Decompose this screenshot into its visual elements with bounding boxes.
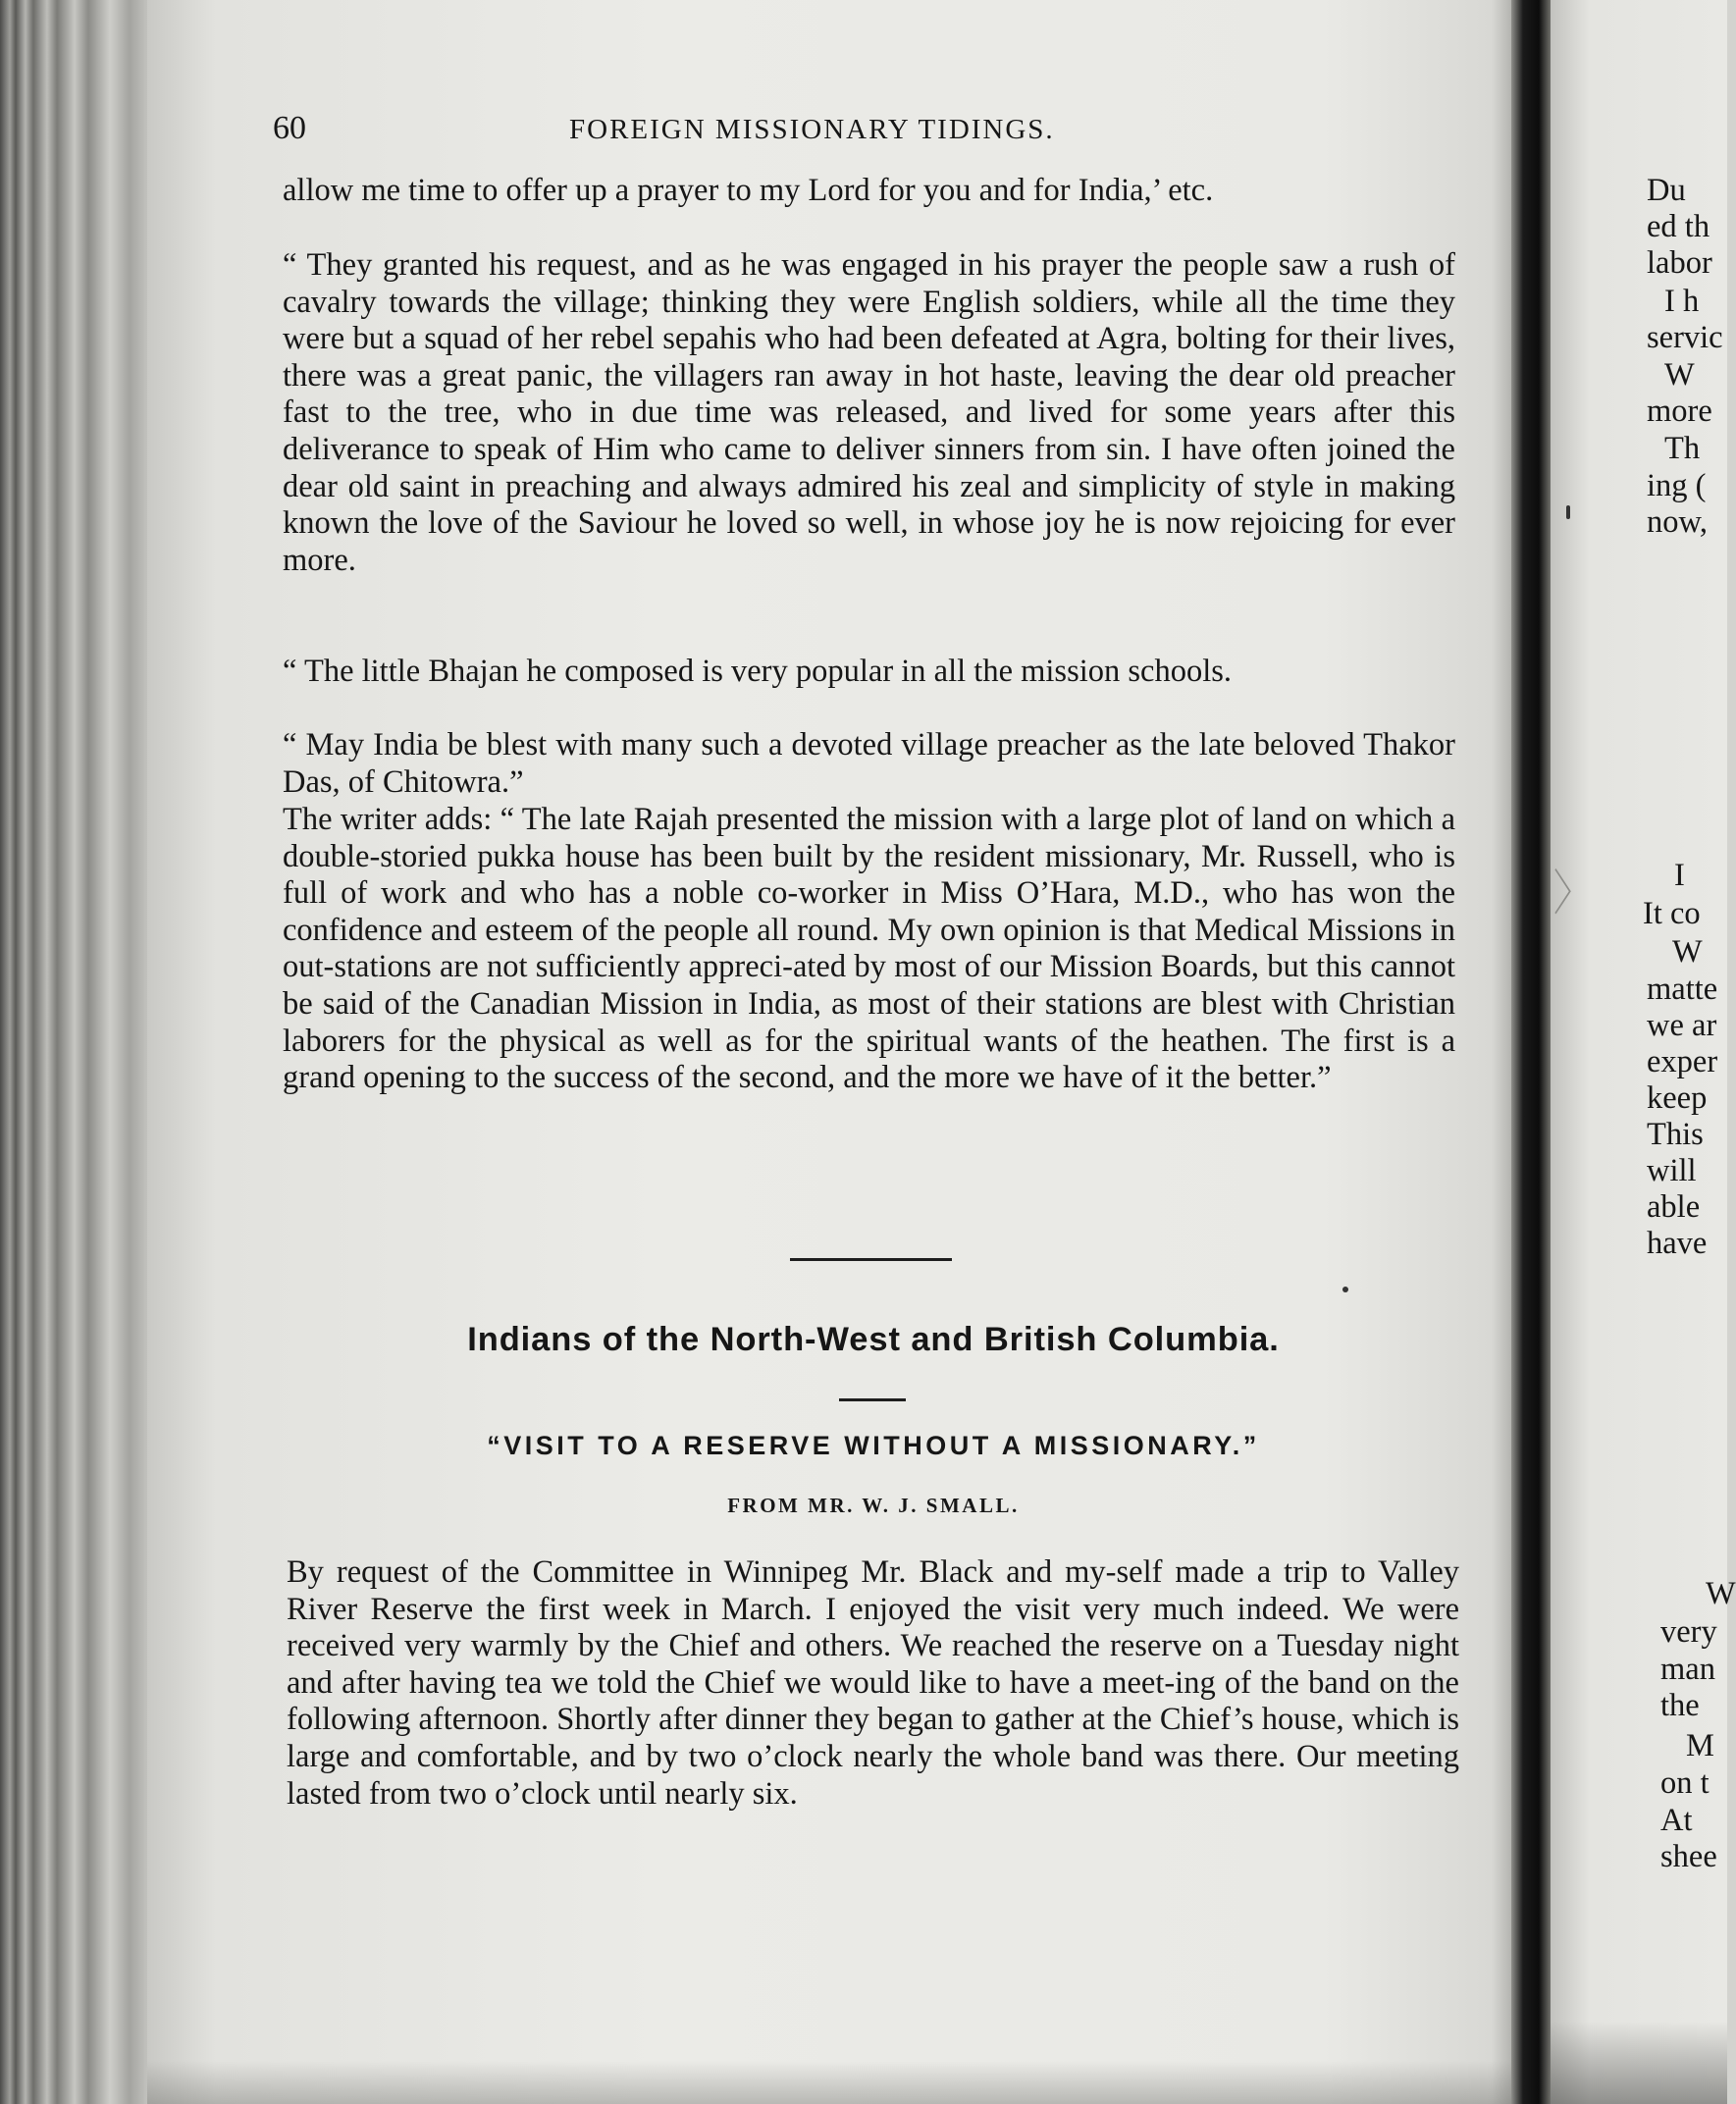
body-paragraph: “ May India be blest with many such a devoted village preacher as the late beloved Thakor Das, of Chitowra.” bbox=[283, 727, 1455, 800]
body-paragraph: The writer adds: “ The late Rajah presented the mission with a large plot of land on which a double-storied pukka house has been built by the resident missionary, Mr. Russell, who is full of work and who has a noble co-worker in Miss O’Hara, M.D., who has won the confidence and esteem of the people all round. My own opinion is that Medical Missions in out-stations are not sufficiently appreci-ated by most of our Mission Boards, but this cannot be said of the Canadian Mission in India, as most of their stations are blest with Christian laborers for the physical as well as for the spiritual wants of the heathen. The first is a grand opening to the success of the second, and the more we have of it the better.” bbox=[283, 802, 1455, 1096]
facing-text-fragment: able bbox=[1647, 1189, 1701, 1225]
facing-text-fragment: now, bbox=[1647, 504, 1708, 540]
title-divider bbox=[839, 1398, 906, 1401]
facing-text-fragment: Th bbox=[1664, 431, 1701, 466]
facing-text-fragment: I bbox=[1674, 858, 1685, 893]
facing-text-fragment: At bbox=[1660, 1803, 1693, 1838]
body-paragraph: “ The little Bhajan he composed is very popular in all the mission schools. bbox=[283, 654, 1233, 689]
facing-text-fragment: very bbox=[1660, 1614, 1717, 1650]
article-subtitle: “VISIT TO A RESERVE WITHOUT A MISSIONARY.” bbox=[487, 1431, 1260, 1460]
facing-text-fragment: more bbox=[1647, 394, 1712, 429]
facing-text-fragment: the bbox=[1660, 1688, 1700, 1723]
book-page-edges bbox=[0, 0, 157, 2104]
facing-text-fragment: matte bbox=[1647, 972, 1718, 1007]
facing-text-fragment: Du bbox=[1647, 173, 1686, 208]
running-head: FOREIGN MISSIONARY TIDINGS. bbox=[569, 114, 1055, 145]
facing-text-fragment: will bbox=[1647, 1153, 1697, 1188]
chevron-right-icon: 〉 bbox=[1553, 865, 1592, 921]
facing-text-fragment: ing ( bbox=[1647, 468, 1707, 503]
print-speck bbox=[1342, 1287, 1348, 1292]
facing-text-fragment: I h bbox=[1664, 284, 1700, 319]
facing-page-column bbox=[1643, 0, 1736, 2104]
section-divider bbox=[790, 1258, 952, 1261]
facing-text-fragment: on t bbox=[1660, 1765, 1710, 1801]
print-speck bbox=[1566, 505, 1570, 519]
facing-text-fragment: keep bbox=[1647, 1080, 1708, 1116]
left-page-shadow bbox=[147, 2061, 1511, 2104]
section-title: Indians of the North-West and British Columbia. bbox=[467, 1321, 1280, 1358]
facing-text-fragment: man bbox=[1660, 1652, 1715, 1687]
facing-text-fragment: have bbox=[1647, 1226, 1708, 1261]
body-paragraph: “ They granted his request, and as he was engaged in his prayer the people saw a rush of cavalry towards the village; thinking they were English soldiers, while all the time they were but a squad of her rebel sepahis who had been defeated at Agra, bolting for their lives, there was a great panic, the villagers ran away in hot haste, leaving the dear old preacher fast to the tree, who in due time was released, and lived for some years after this deliverance to speak of Him who came to deliver sinners from sin. I have often joined the dear old saint in preaching and always admired his zeal and simplicity of style in making known the love of the Saviour he loved so well, in whose joy he is now rejoicing for ever more. bbox=[283, 247, 1455, 578]
facing-text-fragment: shee bbox=[1660, 1839, 1717, 1874]
facing-text-fragment: It co bbox=[1643, 896, 1701, 931]
body-paragraph: allow me time to offer up a prayer to my Lord for you and for India,’ etc. bbox=[283, 173, 1214, 208]
book-gutter bbox=[1511, 0, 1551, 2104]
page-number: 60 bbox=[273, 110, 306, 146]
facing-text-fragment: W bbox=[1664, 357, 1695, 393]
facing-text-fragment: ed th bbox=[1647, 209, 1710, 244]
facing-text-fragment: exper bbox=[1647, 1044, 1718, 1079]
article-byline: FROM MR. W. J. SMALL. bbox=[727, 1494, 1020, 1517]
facing-text-fragment: we ar bbox=[1647, 1008, 1717, 1043]
body-paragraph: By request of the Committee in Winnipeg Mr. Black and my-self made a trip to Valley River Reserve the first week in March. I enjoyed the visit very much indeed. We were received very warmly by the Chief and others. We reached the reserve on a Tuesday night and after having tea we told the Chief we would like to have a meet-ing of the band on the following afternoon. Shortly after dinner they began to gather at the Chief’s house, which is large and comfortable, and by two o’clock nearly the whole band was there. Our meeting lasted from two o’clock until nearly six. bbox=[287, 1554, 1459, 1812]
facing-text-fragment: servic bbox=[1647, 320, 1723, 355]
facing-text-fragment: This bbox=[1647, 1117, 1704, 1152]
facing-text-fragment: W bbox=[1706, 1576, 1736, 1611]
facing-text-fragment: M bbox=[1686, 1728, 1714, 1763]
facing-text-fragment: labor bbox=[1647, 245, 1712, 281]
facing-text-fragment: W bbox=[1672, 934, 1703, 970]
